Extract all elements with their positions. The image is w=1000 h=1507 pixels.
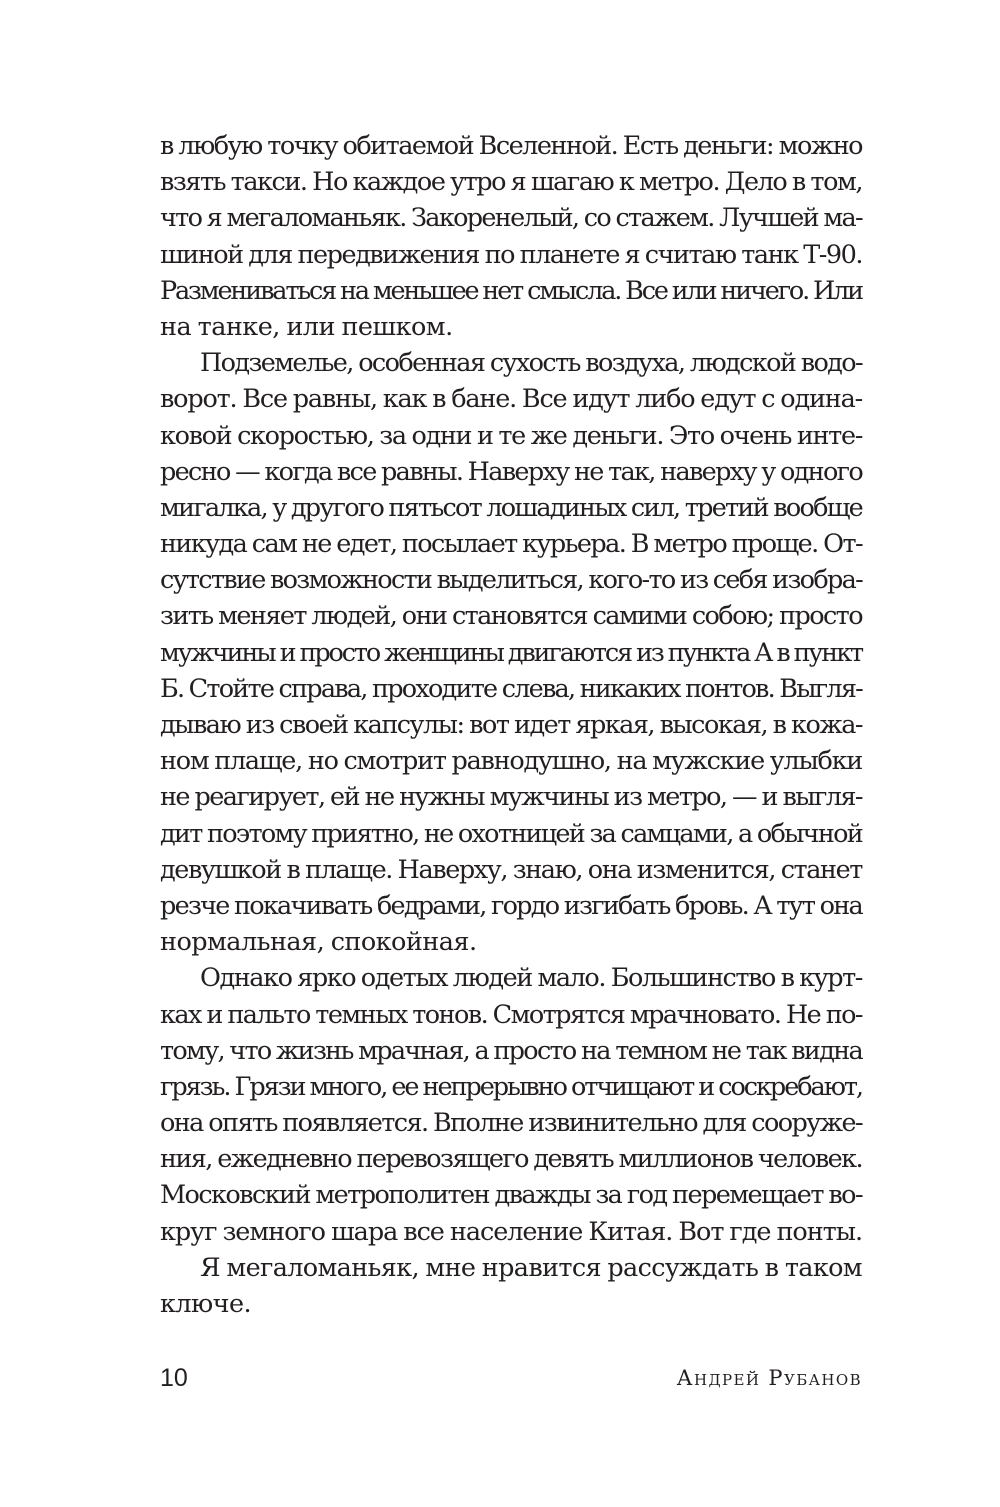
page-footer — [160, 1362, 862, 1396]
text-line: сутствие возможности выделиться, кого-то из себя изобра- — [160, 565, 862, 596]
text-line: ворот. Все равны, как в бане. Все идут либо едут с одина- — [160, 384, 862, 415]
text-line: круг земного шара все население Китая. Вот где понты. — [160, 1216, 862, 1247]
paragraph — [160, 128, 862, 345]
text-line: грязь. Грязи много, ее непрерывно отчищают и соскребают, — [160, 1071, 862, 1102]
running-author: Андрей Рубанов — [676, 1366, 862, 1390]
text-line: на танке, или пешком. — [160, 311, 453, 342]
text-line: мигалка, у другого пятьсот лошадиных сил, третий вообще — [160, 492, 862, 523]
text-line: ковой скоростью, за одни и те же деньги. Это очень инте- — [160, 420, 862, 451]
text-line: не реагирует, ей не нужны мужчины из метро, — и выгля- — [160, 782, 862, 813]
text-line: Я мегаломаньяк, мне нравится рассуждать в таком — [200, 1252, 862, 1283]
text-line: ресно — когда все равны. Наверху не так, наверху у одного — [160, 456, 862, 487]
text-line: она опять появляется. Вполне извинительно для сооруже- — [160, 1108, 862, 1139]
text-line: Б. Стойте справа, проходите слева, никаких понтов. Выгля- — [160, 673, 862, 704]
text-line: ном плаще, но смотрит равнодушно, на мужские улыбки — [160, 746, 862, 777]
text-line: тому, что жизнь мрачная, а просто на темном не так видна — [160, 1035, 862, 1066]
text-line: мужчины и просто женщины двигаются из пункта А в пункт — [160, 637, 862, 668]
text-line: дываю из своей капсулы: вот идет яркая, высокая, в кожа- — [160, 710, 862, 740]
text-line: что я мегаломаньяк. Закоренелый, со стажем. Лучшей ма- — [160, 203, 862, 234]
text-line: Размениваться на меньшее нет смысла. Все или ничего. Или — [160, 275, 862, 306]
text-line: зить меняет людей, они становятся самими собою; просто — [160, 601, 862, 632]
body-text — [160, 128, 862, 1322]
text-line: шиной для передвижения по планете я считаю танк Т-90. — [160, 239, 862, 270]
text-line: никуда сам не едет, посылает курьера. В метро проще. От- — [160, 529, 862, 560]
paragraph — [160, 345, 862, 960]
text-line: Подземелье, особенная сухость воздуха, людской водо- — [200, 348, 862, 379]
paragraph — [160, 1250, 862, 1322]
paragraph — [160, 960, 862, 1250]
text-line: дит поэтому приятно, не охотницей за самцами, а обычной — [160, 818, 862, 849]
page-number: 10 — [160, 1364, 188, 1392]
text-line: Московский метрополитен дважды за год перемещает во- — [160, 1180, 862, 1211]
text-line: ключе. — [160, 1289, 252, 1319]
text-line: ках и пальто темных тонов. Смотрятся мрачновато. Не по- — [160, 999, 862, 1030]
text-line: взять такси. Но каждое утро я шагаю к метро. Дело в том, — [160, 167, 862, 198]
text-line: в любую точку обитаемой Вселенной. Есть деньги: можно — [160, 131, 862, 161]
text-line: девушкой в плаще. Наверху, знаю, она изменится, станет — [160, 854, 862, 885]
text-line: Однако ярко одетых людей мало. Большинство в курт- — [200, 963, 862, 994]
text-line: резче покачивать бедрами, гордо изгибать бровь. А тут она — [160, 890, 862, 921]
text-line: нормальная, спокойная. — [160, 927, 477, 958]
text-line: ния, ежедневно перевозящего девять миллионов человек. — [160, 1144, 862, 1175]
